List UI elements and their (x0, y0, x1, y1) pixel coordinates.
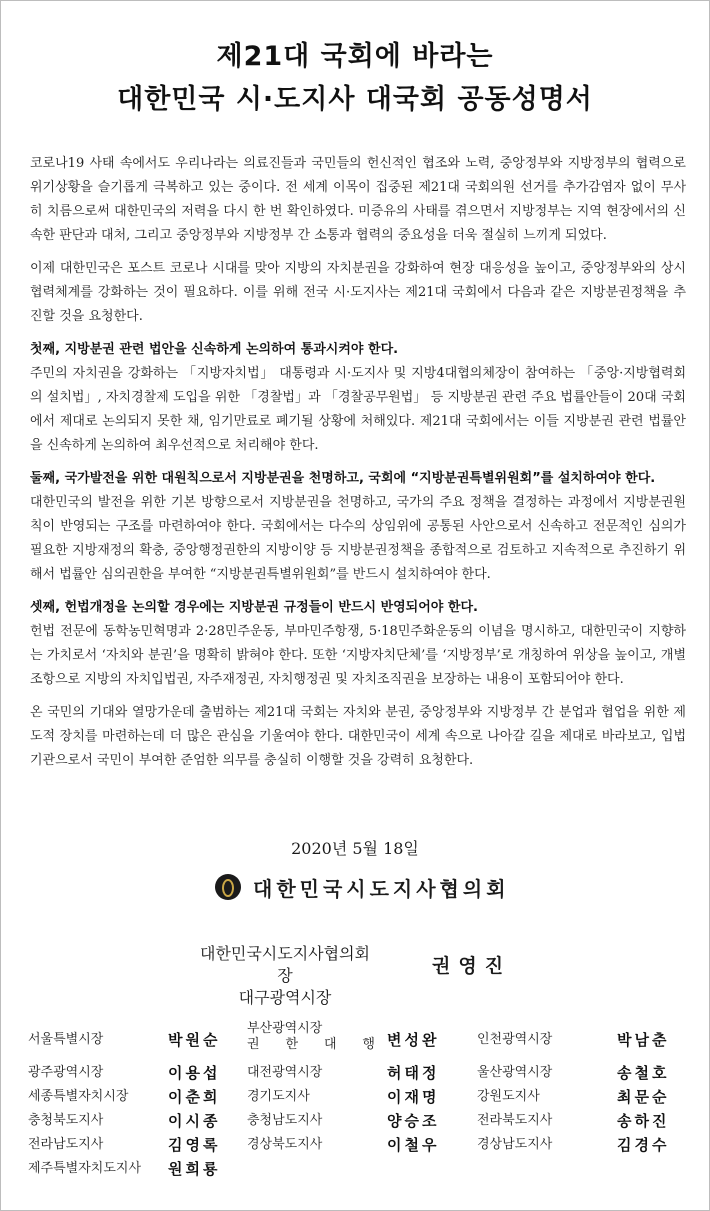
title-line-1: 제21대 국회에 바라는 (216, 41, 494, 72)
organization-name: 대한민국시도지사협의회 (253, 876, 510, 901)
signatory-title: 전라북도지사 (477, 1113, 553, 1128)
signatory-name: 이시종 (168, 1112, 221, 1130)
chair-title-2: 대구광역시장 (238, 988, 332, 1007)
signatory-title: 충청북도지사 (28, 1113, 104, 1128)
statement-body (30, 152, 686, 782)
signatory-title-secondary: 권 한 대 행 (247, 1037, 375, 1052)
heading-first: 첫째, 지방분권 관련 법안을 신속하게 논의하여 통과시켜야 한다. (30, 342, 399, 357)
signatory-title: 경상북도지사 (247, 1137, 323, 1152)
signatory-title: 서울특별시장 (28, 1032, 104, 1047)
signatory-title: 인천광역시장 (477, 1032, 553, 1047)
statement-date: 2020년 5월 18일 (291, 839, 419, 858)
heading-third: 셋째, 헌법개정을 논의할 경우에는 지방분권 규정들이 반드시 반영되어야 한다. (30, 600, 478, 615)
paragraph-third: 헌법 전문에 동학농민혁명과 2·28민주운동, 부마민주항쟁, 5·18민주화운동의 이념을 명시하고, 대한민국이 지향하는 가치로서 ‘자치와 분권’을 명확히 밝혀야 한다. 또한 ‘지방자치단체’를 ‘지방정부’로 개칭하여 위상을 높이고, 개별 조항으로 지방의 자치입법권, 자주재정권, 자치행정권 및 자치조직권을 보장하는 내용이 포함되어야 한다. (30, 624, 686, 687)
paragraph-closing: 온 국민의 기대와 열망가운데 출범하는 제21대 국회는 자치와 분권, 중앙정부와 지방정부 간 분업과 협업을 위한 제도적 장치를 마련하는데 더 많은 관심을 기울여야 한다. 대한민국이 세계 속으로 나아갈 길을 제대로 바라보고, 입법기관으로서 국민이 부여한 준엄한 의무를 충실히 이행할 것을 강력히 요청한다. (30, 705, 686, 768)
signatory-name: 박원순 (168, 1031, 221, 1049)
paragraph-second: 대한민국의 발전을 위한 기본 방향으로서 지방분권을 천명하고, 국가의 주요 정책을 결정하는 과정에서 지방분권원칙이 반영되는 구조를 마련하여야 한다. 국회에서는 다수의 상임위에 공통된 사안으로서 신속하고 전문적인 심의가 필요한 지방재정의 확충, 중앙행정권한의 지방이양 등 지방분권정책을 종합적으로 검토하고 지속적으로 추진하기 위해서 법률안 심의권한을 부여한 “지방분권특별위원회”를 반드시 설치하여야 한다. (30, 495, 686, 582)
signatory-title: 대전광역시장 (247, 1065, 323, 1080)
chair-title-block (195, 943, 375, 1009)
paragraph-intro: 코로나19 사태 속에서도 우리나라는 의료진들과 국민들의 헌신적인 협조와 노력, 중앙정부와 지방정부의 협력으로 위기상황을 슬기롭게 극복하고 있는 중이다. 전 세계 이목이 집중된 제21대 국회의원 선거를 추가감염자 없이 무사히 치름으로써 대한민국의 저력을 다시 한 번 확인하였다. 미증유의 사태를 겪으면서 지방정부는 지역 현장에서의 신속한 판단과 대처, 그리고 중앙정부와 지방정부 간 소통과 협력의 중요성을 더욱 절실히 느끼게 되었다. (30, 156, 686, 243)
organization-row (215, 871, 510, 903)
signatory-title: 제주특별자치도지사 (28, 1161, 142, 1176)
signatory-name: 원희룡 (168, 1160, 221, 1178)
chair-name: 권영진 (432, 955, 512, 977)
signatory-title: 부산광역시장 (247, 1021, 323, 1036)
signatory-title: 경상남도지사 (477, 1137, 553, 1152)
heading-second: 둘째, 국가발전을 위한 대원칙으로서 지방분권을 천명하고, 국회에 “지방분권특별위원회”를 설치하여야 한다. (30, 471, 656, 486)
signatory-name: 변성완 (387, 1031, 440, 1049)
paragraph-request: 이제 대한민국은 포스트 코로나 시대를 맞아 지방의 자치분권을 강화하여 현장 대응성을 높이고, 중앙정부와의 상시 협력체계를 강화하는 것이 필요하다. 이를 위해 전국 시·도지사는 제21대 국회에서 다음과 같은 지방분권정책을 추진할 것을 요청한다. (30, 261, 686, 324)
signatory-name: 이춘희 (168, 1088, 221, 1106)
emblem-icon (215, 874, 241, 900)
title-line-2: 대한민국 시·도지사 대국회 공동성명서 (117, 84, 593, 115)
signatory-title: 전라남도지사 (28, 1137, 104, 1152)
signatory-name: 김영록 (168, 1136, 221, 1154)
signatory-name: 양승조 (387, 1112, 440, 1130)
paragraph-first: 주민의 자치권을 강화하는 「지방자치법」 대통령과 시·도지사 및 지방4대협의체장이 참여하는 「중앙·지방협력회의 설치법」, 자치경찰제 도입을 위한 「경찰법」과 「경찰공무원법」 등 지방분권 관련 주요 법률안들이 20대 국회에서 제대로 논의되지 못한 채, 임기만료로 폐기될 상황에 처해있다. 제21대 국회에서는 이들 지방분권 관련 법률안을 신속하게 논의하여 최우선적으로 처리해야 한다. (30, 366, 686, 453)
signatory-name: 김경수 (617, 1136, 670, 1154)
signatory-name: 이철우 (387, 1136, 440, 1154)
signatory-name: 송하진 (617, 1112, 670, 1130)
signatory-name: 박남춘 (617, 1031, 670, 1049)
signatory-title: 강원도지사 (477, 1089, 540, 1104)
signatory-title: 울산광역시장 (477, 1065, 553, 1080)
signatory-name: 최문순 (617, 1088, 670, 1106)
signatory-title: 광주광역시장 (28, 1065, 104, 1080)
signatory-name: 이용섭 (168, 1064, 221, 1082)
signatory-title: 세종특별자치시장 (28, 1089, 129, 1104)
signatory-title: 충청남도지사 (247, 1113, 323, 1128)
signatory-name: 이재명 (387, 1088, 440, 1106)
signatory-title: 경기도지사 (247, 1089, 310, 1104)
signatory-name: 송철호 (617, 1064, 670, 1082)
chair-title-1: 대한민국시도지사협의회장 (199, 944, 371, 985)
signatory-name: 허태정 (387, 1064, 440, 1082)
